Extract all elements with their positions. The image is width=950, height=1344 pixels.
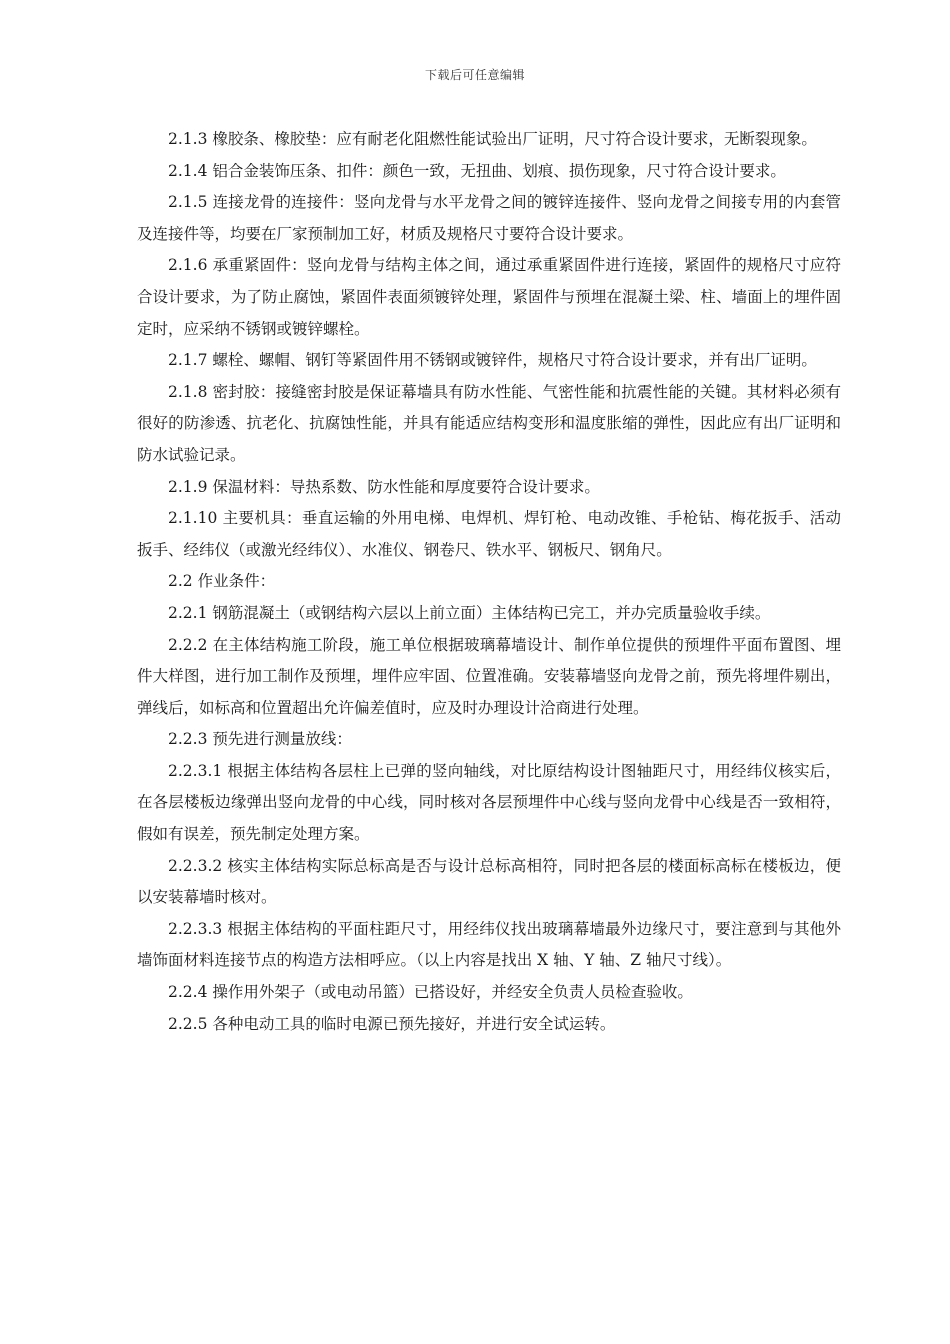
paragraph-2-2-2: 2.2.2 在主体结构施工阶段，施工单位根据玻璃幕墙设计、制作单位提供的预埋件平面布置图、埋件大样图，进行加工制作及预埋，埋件应牢固、位置准确。安装幕墙竖向龙骨之前，预先将埋件剔出，弹线后，如标高和位置超出允许偏差值时，应及时办理设计洽商进行处理。 <box>137 635 841 717</box>
paragraph-2-1-6: 2.1.6 承重紧固件：竖向龙骨与结构主体之间，通过承重紧固件进行连接，紧固件的规格尺寸应符合设计要求，为了防止腐蚀，紧固件表面须镀锌处理，紧固件与预埋在混凝土梁、柱、墙面上的埋件固定时，应采纳不锈钢或镀锌螺栓。 <box>137 256 841 338</box>
section-heading-2-2: 2.2 作业条件： <box>168 572 276 591</box>
page-header: 下载后可任意编辑 <box>424 68 525 82</box>
paragraph-2-1-8: 2.1.8 密封胶：接缝密封胶是保证幕墙具有防水性能、气密性能和抗震性能的关键。其材料必须有很好的防渗透、抗老化、抗腐蚀性能，并具有能适应结构变形和温度胀缩的弹性，因此应有出厂证明和防水试验记录。 <box>137 382 841 464</box>
paragraph-2-1-10: 2.1.10 主要机具：垂直运输的外用电梯、电焊机、焊钉枪、电动改锥、手枪钻、梅花扳手、活动扳手、经纬仪（或激光经纬仪）、水准仪、钢卷尺、铁水平、钢板尺、钢角尺。 <box>137 509 841 559</box>
document-body <box>137 124 841 1040</box>
paragraph-2-1-5: 2.1.5 连接龙骨的连接件：竖向龙骨与水平龙骨之间的镀锌连接件、竖向龙骨之间接专用的内套管及连接件等，均要在厂家预制加工好，材质及规格尺寸要符合设计要求。 <box>137 193 841 243</box>
paragraph-2-2-3-1: 2.2.3.1 根据主体结构各层柱上已弹的竖向轴线，对比原结构设计图轴距尺寸，用经纬仪核实后，在各层楼板边缘弹出竖向龙骨的中心线，同时核对各层预埋件中心线与竖向龙骨中心线是否一致相符，假如有误差，预先制定处理方案。 <box>137 761 841 844</box>
paragraph-2-2-3-3: 2.2.3.3 根据主体结构的平面柱距尺寸，用经纬仪找出玻璃幕墙最外边缘尺寸，要注意到与其他外墙饰面材料连接节点的构造方法相呼应。（以上内容是找出 X 轴、Y 轴、Z 轴尺寸线）。 <box>137 919 841 970</box>
paragraph-2-2-5: 2.2.5 各种电动工具的临时电源已预先接好，并进行安全试运转。 <box>168 1014 616 1033</box>
paragraph-2-1-7: 2.1.7 螺栓、螺帽、钢钉等紧固件用不锈钢或镀锌件，规格尺寸符合设计要求，并有出厂证明。 <box>168 351 817 370</box>
paragraph-2-1-4: 2.1.4 铝合金装饰压条、扣件：颜色一致，无扭曲、划痕、损伤现象，尺寸符合设计要求。 <box>168 161 786 180</box>
paragraph-2-1-9: 2.1.9 保温材料：导热系数、防水性能和厚度要符合设计要求。 <box>168 477 600 496</box>
section-heading-2-2-3: 2.2.3 预先进行测量放线： <box>168 730 352 749</box>
paragraph-2-1-3: 2.1.3 橡胶条、橡胶垫：应有耐老化阻燃性能试验出厂证明，尺寸符合设计要求，无断裂现象。 <box>168 130 817 148</box>
paragraph-2-2-4: 2.2.4 操作用外架子（或电动吊篮）已搭设好，并经安全负责人员检查验收。 <box>168 983 693 1002</box>
paragraph-2-2-1: 2.2.1 钢筋混凝土（或钢结构六层以上前立面）主体结构已完工，并办完质量验收手续。 <box>168 603 771 622</box>
paragraph-2-2-3-2: 2.2.3.2 核实主体结构实际总标高是否与设计总标高相符，同时把各层的楼面标高标在楼板边，便以安装幕墙时核对。 <box>137 856 841 907</box>
